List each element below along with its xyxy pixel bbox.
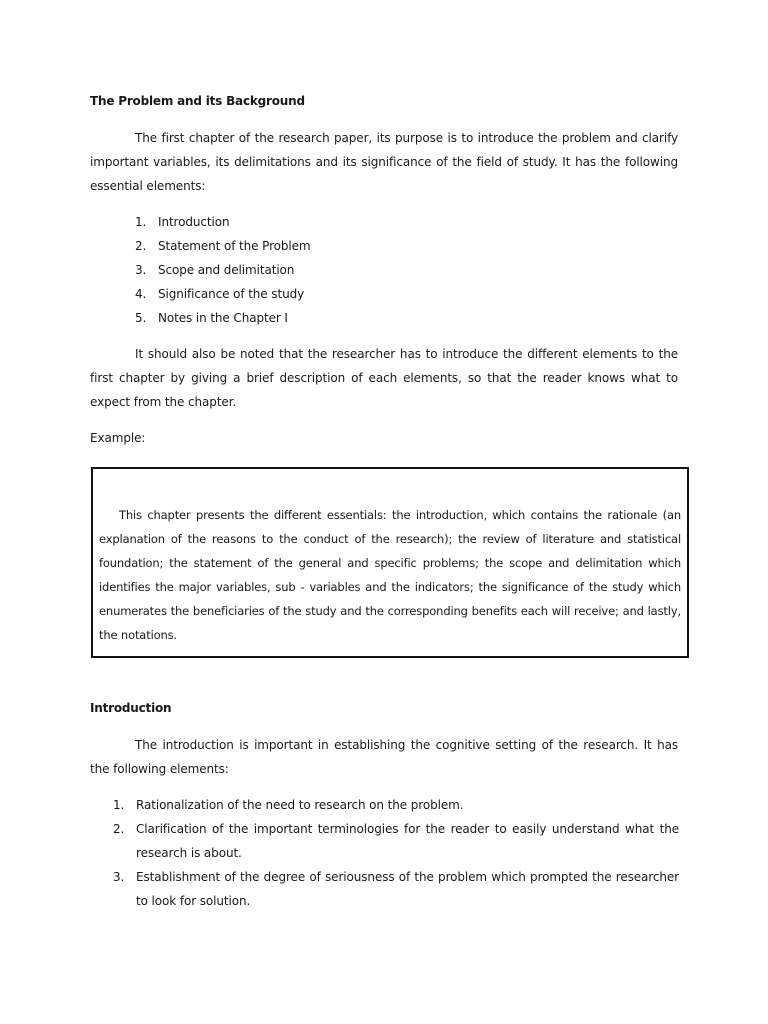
list-item (113, 817, 679, 865)
list-item-number: 3. (135, 263, 147, 277)
list-item-text: Establishment of the degree of seriousness of the problem which prompted the researcher to look for solution. (136, 870, 679, 908)
essential-elements-list (135, 210, 535, 330)
note-paragraph: It should also be noted that the researcher has to introduce the different elements to the first chapter by giving a brief description of each elements, so that the reader knows what to expect from the chapter. (90, 347, 678, 409)
list-item (135, 210, 535, 234)
introduction-paragraph: The introduction is important in establishing the cognitive setting of the research. It has the following elements: (90, 738, 678, 776)
introduction-elements-list (113, 793, 679, 913)
list-item-text: Significance of the study (158, 287, 305, 301)
example-label: Example: (90, 431, 146, 445)
list-item-number: 3. (113, 870, 125, 884)
section-heading-problem-background: The Problem and its Background (90, 94, 305, 108)
list-item (135, 306, 535, 330)
list-item (135, 234, 535, 258)
example-text: This chapter presents the different essentials: the introduction, which contains the rationale (an explanation of the reasons to the conduct of the research); the review of literature and statistical foundation; the statement of the general and specific problems; the scope and delimitation which identifies the major variables, sub - variables and the indicators; the significance of the study which enumerates the beneficiaries of the study and the corresponding benefits each will receive; and lastly, the notations. (99, 508, 681, 642)
list-item (113, 793, 679, 817)
list-item-text: Notes in the Chapter I (158, 311, 288, 325)
example-box (91, 467, 689, 658)
intro-paragraph: The first chapter of the research paper, its purpose is to introduce the problem and clarify important variables, its delimitations and its significance of the field of study. It has the following essential elements: (90, 131, 678, 193)
list-item-text: Clarification of the important terminologies for the reader to easily understand what the research is about. (136, 822, 679, 860)
list-item (113, 865, 679, 913)
list-item-text: Scope and delimitation (158, 263, 295, 277)
list-item-number: 1. (113, 798, 125, 812)
section-heading-introduction: Introduction (90, 701, 172, 715)
list-item-number: 2. (135, 239, 147, 253)
list-item-text: Introduction (158, 215, 230, 229)
list-item-number: 2. (113, 822, 125, 836)
list-item-text: Statement of the Problem (158, 239, 311, 253)
list-item (135, 282, 535, 306)
list-item-number: 1. (135, 215, 147, 229)
list-item-number: 4. (135, 287, 147, 301)
list-item-number: 5. (135, 311, 147, 325)
list-item (135, 258, 535, 282)
list-item-text: Rationalization of the need to research on the problem. (136, 798, 464, 812)
